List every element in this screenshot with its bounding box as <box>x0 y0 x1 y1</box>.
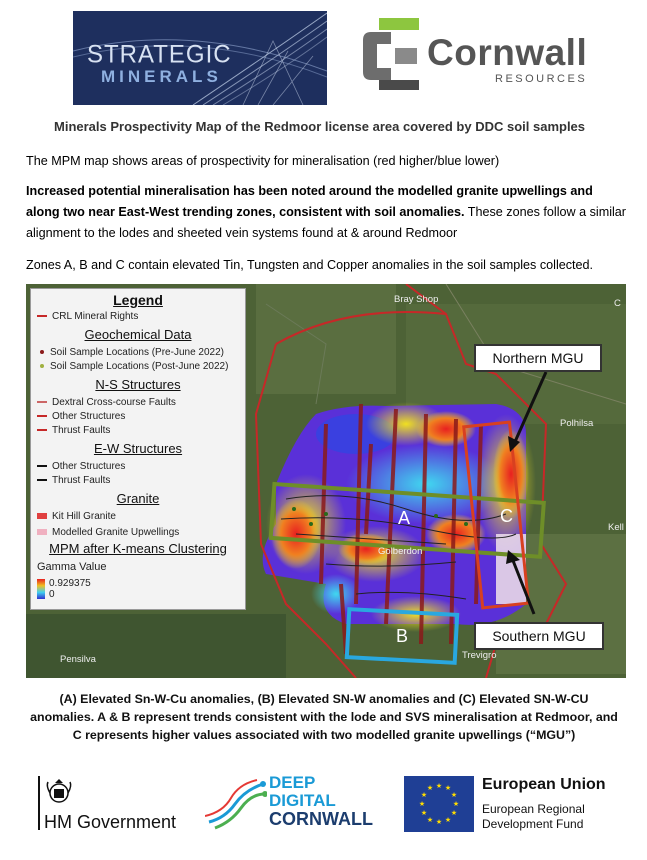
findings-paragraph <box>26 181 626 244</box>
legend-item-soil-post: Soil Sample Locations (Post-June 2022) <box>37 361 228 372</box>
legend-gamma-min: 0 <box>49 589 55 600</box>
legend-gamma-max: 0.929375 <box>49 578 91 589</box>
place-label: Golberdon <box>378 546 423 557</box>
legend-item-thrust-ew: Thrust Faults <box>37 475 110 486</box>
place-label: Pensilva <box>60 654 96 665</box>
intro-paragraph: The MPM map shows areas of prospectivity for mineralisation (red higher/blue lower) <box>26 154 500 168</box>
royal-crest-icon <box>42 778 76 808</box>
dot-swatch-icon <box>40 350 44 354</box>
page-title: Minerals Prospectivity Map of the Redmoor license area covered by DDC soil samples <box>54 119 586 134</box>
strategic-text: STRATEGIC <box>87 40 232 69</box>
legend-heading-granite: Granite <box>116 491 160 506</box>
cornwall-c-mark-icon <box>361 18 421 90</box>
legend-item-mineral-rights: CRL Mineral Rights <box>37 311 138 322</box>
northern-mgu-callout: Northern MGU <box>474 344 602 372</box>
zone-a-label: A <box>398 508 411 528</box>
legend-heading-ns: N-S Structures <box>95 377 181 392</box>
svg-text:★: ★ <box>450 809 458 817</box>
svg-text:★: ★ <box>450 791 458 799</box>
strategic-minerals-logo <box>73 11 327 105</box>
legend-item-other-ew: Other Structures <box>37 461 125 472</box>
legend-item-upwellings: Modelled Granite Upwellings <box>37 527 179 538</box>
legend-title: Legend <box>113 292 163 308</box>
eu-fund-logo <box>404 774 622 834</box>
prospectivity-map <box>26 284 626 678</box>
svg-text:★: ★ <box>444 784 452 792</box>
ddc-line2: DIGITAL <box>269 791 336 810</box>
eu-line2: Development Fund <box>482 817 584 831</box>
zones-paragraph: Zones A, B and C contain elevated Tin, Tungsten and Copper anomalies in the soil samples collected. <box>26 258 594 272</box>
divider-line <box>38 776 40 830</box>
map-legend <box>30 288 246 610</box>
place-label: Trevigro <box>462 650 497 661</box>
zone-c-label: C <box>500 506 513 526</box>
eu-title: European Union <box>482 776 606 793</box>
circuit-lines-icon <box>205 778 267 830</box>
svg-text:★: ★ <box>435 782 443 790</box>
findings-rest-text: These zones follow a similar alignment to the lodes and sheeted vein systems found at & around Redmoor <box>26 205 626 240</box>
svg-text:★: ★ <box>452 800 460 808</box>
fill-swatch-icon <box>37 513 47 519</box>
thrust-swatch-icon <box>37 479 47 481</box>
svg-text:★: ★ <box>426 784 434 792</box>
hm-government-logo <box>36 776 196 832</box>
fill-swatch-icon <box>37 529 47 535</box>
legend-item-thrust-ns: Thrust Faults <box>37 425 110 436</box>
line-swatch-icon <box>37 415 47 417</box>
legend-item-soil-pre: Soil Sample Locations (Pre-June 2022) <box>37 347 224 358</box>
svg-text:★: ★ <box>444 816 452 824</box>
gamma-color-ramp <box>37 579 45 599</box>
deep-digital-cornwall-logo <box>205 772 395 834</box>
svg-text:★: ★ <box>420 809 428 817</box>
svg-text:★: ★ <box>420 791 428 799</box>
line-swatch-icon <box>37 465 47 467</box>
place-label: Kell <box>608 522 624 533</box>
line-swatch-icon <box>37 401 47 403</box>
minerals-text: MINERALS <box>101 67 222 86</box>
svg-text:★: ★ <box>418 800 426 808</box>
thrust-swatch-icon <box>37 429 47 431</box>
ddc-line3: CORNWALL <box>269 809 373 829</box>
legend-item-other-ns: Other Structures <box>37 411 125 422</box>
place-label: C <box>614 298 621 309</box>
legend-gamma-label: Gamma Value <box>37 561 107 573</box>
place-label: Bray Shop <box>394 294 439 305</box>
cornwall-resources-logo <box>361 16 593 98</box>
dot-swatch-icon <box>40 364 44 368</box>
southern-mgu-callout: Southern MGU <box>474 622 604 650</box>
map-caption: (A) Elevated Sn-W-Cu anomalies, (B) Elevated SN-W anomalies and (C) Elevated SN-W-CU anomalies. A & B represent trends consistent with the lode and SVS mineralisation at Redmoor, and C represents higher values associated with two modelled granite upwellings (“MGU”) <box>30 692 618 742</box>
legend-heading-geochem: Geochemical Data <box>84 327 192 342</box>
legend-item-kit-hill: Kit Hill Granite <box>37 511 116 522</box>
svg-text:★: ★ <box>426 816 434 824</box>
zone-b-label: B <box>396 626 409 646</box>
eu-stars-icon <box>404 776 474 832</box>
svg-text:★: ★ <box>435 818 443 826</box>
place-label: Polhilsa <box>560 418 594 429</box>
legend-heading-mpm: MPM after K-means Clustering <box>49 541 227 556</box>
legend-heading-ew: E-W Structures <box>93 441 183 456</box>
eu-line1: European Regional <box>482 802 585 816</box>
legend-item-dextral: Dextral Cross-course Faults <box>37 397 176 408</box>
ddc-line1: DEEP <box>269 773 316 792</box>
cornwall-word: Cornwall <box>427 32 588 73</box>
findings-bold-text: Increased potential mineralisation has been noted around the modelled granite upwellings and along two near East-West trending zones, consistent with soil anomalies. <box>26 184 593 219</box>
eu-flag-icon <box>404 776 474 832</box>
resources-word: RESOURCES <box>495 73 588 85</box>
hm-government-text: HM Government <box>44 812 177 832</box>
red-line-swatch-icon <box>37 315 47 317</box>
